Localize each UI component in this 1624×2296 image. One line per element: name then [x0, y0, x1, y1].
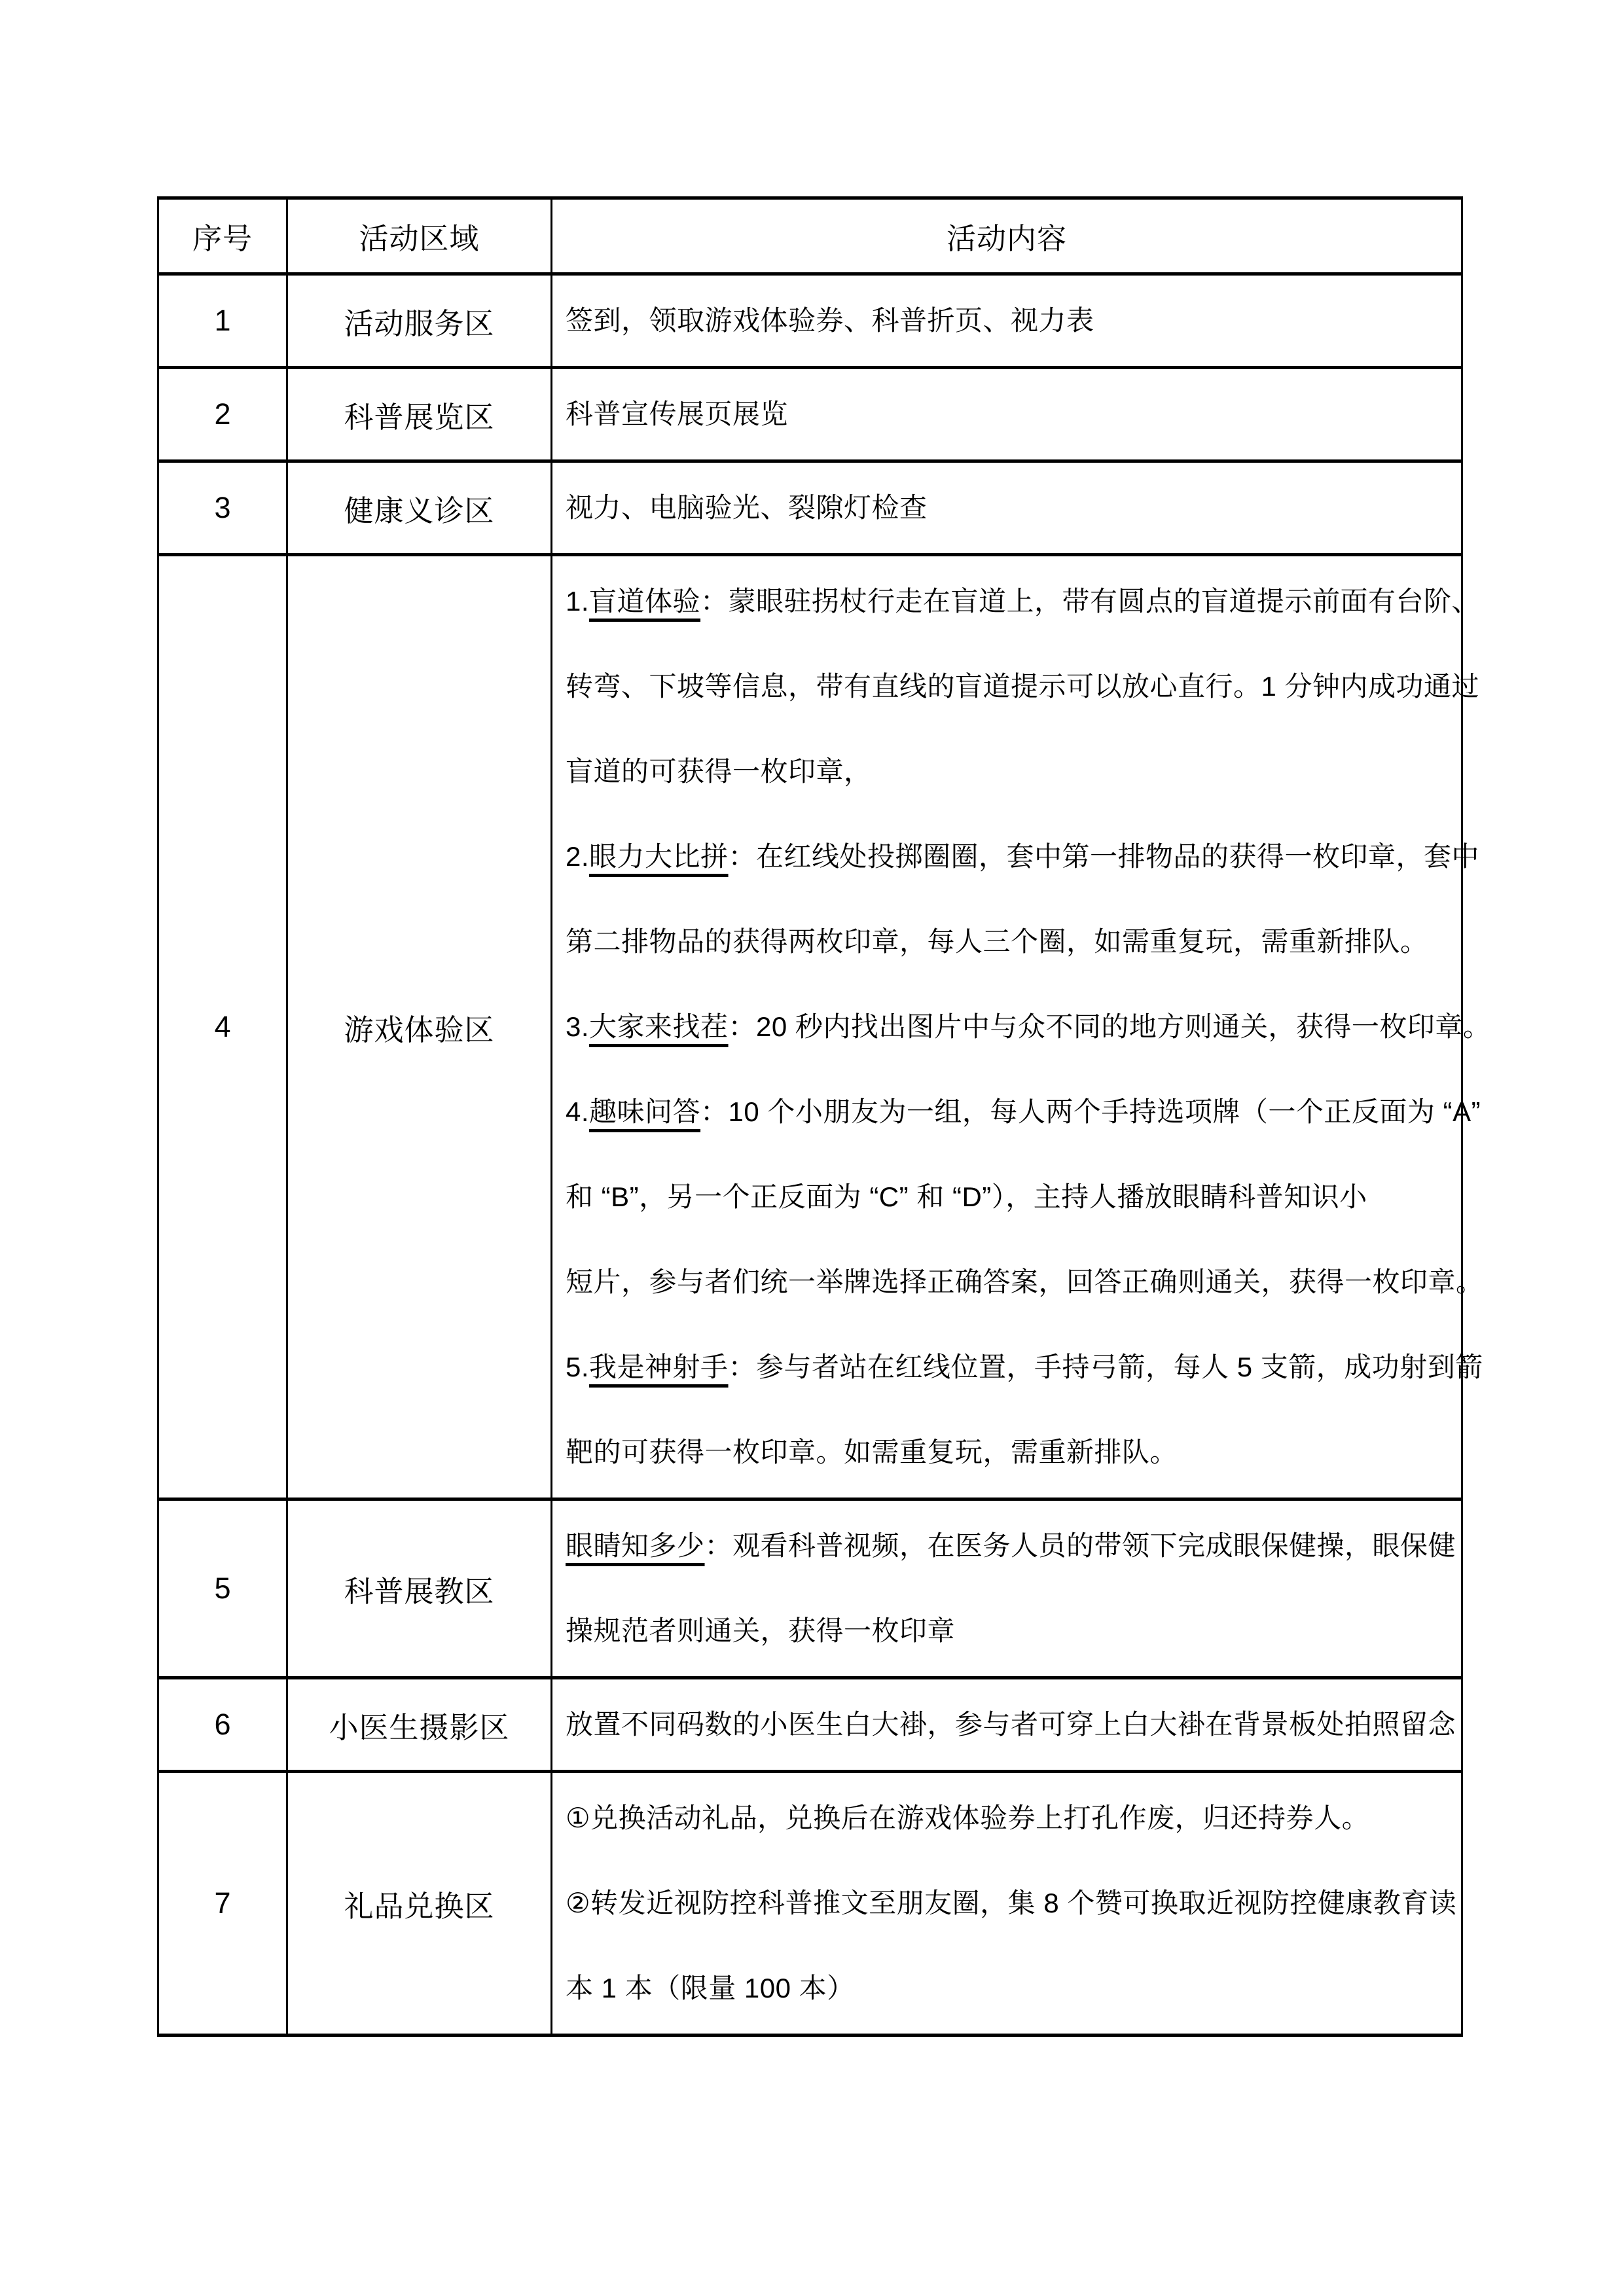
line-text: 3. [566, 1011, 590, 1042]
line-text: 4. [566, 1096, 590, 1127]
content-line [566, 899, 1448, 984]
row-number-cell: 6 [158, 1678, 287, 1772]
table-row [158, 368, 1462, 461]
line-text: ：参与者站在红线位置，手持弓箭，每人 5 支箭，成功射到箭 [728, 1352, 1483, 1382]
line-text: 科普宣传展页展览 [566, 399, 789, 429]
table-row [158, 461, 1462, 555]
line-text: 操规范者则通关，获得一枚印章 [566, 1615, 956, 1646]
header-cell-content: 活动内容 [552, 198, 1462, 274]
content-line [566, 644, 1480, 729]
content-cell [552, 368, 1462, 461]
table-body [158, 274, 1491, 2036]
content-line [566, 372, 1448, 457]
underlined-text: 我是神射手 [589, 1352, 729, 1382]
content-line [566, 1155, 1448, 1240]
content-line [566, 1588, 1448, 1674]
line-text: 签到，领取游戏体验券、科普折页、视力表 [566, 305, 1094, 336]
line-text: 1. [566, 586, 590, 617]
content-line [566, 1776, 1448, 1861]
activity-table [157, 196, 1491, 2037]
line-text: 短片，参与者们统一举牌选择正确答案，回答正确则通关，获得一枚印章。 [566, 1266, 1484, 1297]
content-line [566, 1946, 1448, 2031]
line-text: ：蒙眼驻拐杖行走在盲道上，带有圆点的盲道提示前面有台阶、 [700, 586, 1480, 617]
content-line [566, 984, 1491, 1069]
underlined-text: 盲道体验 [589, 586, 701, 617]
underlined-text: 眼力大比拼 [589, 841, 729, 872]
area-cell: 礼品兑换区 [287, 1772, 552, 2036]
content-line [566, 1503, 1456, 1588]
line-text: 第二排物品的获得两枚印章，每人三个圈，如需重复玩，需重新排队。 [566, 926, 1428, 957]
line-text: ：20 秒内找出图片中与众不同的地方则通关，获得一枚印章。 [728, 1011, 1491, 1042]
line-text: ②转发近视防控科普推文至朋友圈，集 8 个赞可换取近视防控健康教育读 [566, 1888, 1457, 1918]
line-text: 盲道的可获得一枚印章， [566, 756, 872, 787]
row-number-cell: 5 [158, 1499, 287, 1678]
header-cell-no: 序号 [158, 198, 287, 274]
content-line [566, 729, 1448, 814]
content-line [566, 814, 1480, 899]
table-row [158, 1678, 1462, 1772]
line-text: 放置不同码数的小医生白大褂，参与者可穿上白大褂在背景板处拍照留念 [566, 1709, 1456, 1740]
content-cell [552, 555, 1491, 1499]
line-text: 靶的可获得一枚印章。如需重复玩，需重新排队。 [566, 1437, 1178, 1467]
line-text: 视力、电脑验光、裂隙灯检查 [566, 492, 928, 523]
content-cell [552, 461, 1462, 555]
underlined-text: 趣味问答 [589, 1096, 701, 1127]
line-text: ①兑换活动礼品，兑换后在游戏体验券上打孔作废，归还持券人。 [566, 1803, 1370, 1833]
line-text: 2. [566, 841, 590, 872]
area-cell: 游戏体验区 [287, 555, 552, 1499]
content-cell [552, 1499, 1462, 1678]
row-number-cell: 3 [158, 461, 287, 555]
content-line [566, 1069, 1481, 1155]
line-text: 和 “B”，另一个正反面为 “C” 和 “D”），主持人播放眼睛科普知识小 [566, 1181, 1367, 1212]
area-cell: 健康义诊区 [287, 461, 552, 555]
area-cell: 科普展教区 [287, 1499, 552, 1678]
underlined-text: 眼睛知多少 [566, 1530, 705, 1561]
row-number-cell: 1 [158, 274, 287, 368]
line-text: ：观看科普视频，在医务人员的带领下完成眼保健操，眼保健 [704, 1530, 1456, 1561]
content-line [566, 278, 1448, 363]
table-row [158, 274, 1462, 368]
header-cell-area: 活动区域 [287, 198, 552, 274]
content-cell [552, 274, 1462, 368]
area-cell: 科普展览区 [287, 368, 552, 461]
area-cell: 活动服务区 [287, 274, 552, 368]
content-line [566, 1682, 1456, 1767]
table-row [158, 1499, 1462, 1678]
line-text: ：在红线处投掷圈圈，套中第一排物品的获得一枚印章，套中 [728, 841, 1480, 872]
line-text: ：10 个小朋友为一组，每人两个手持选项牌（一个正反面为 “A” [700, 1096, 1481, 1127]
table-row [158, 1772, 1462, 2036]
row-number-cell: 4 [158, 555, 287, 1499]
area-cell: 小医生摄影区 [287, 1678, 552, 1772]
header-row [158, 198, 1462, 274]
content-cell [552, 1772, 1462, 2036]
content-line [566, 1325, 1483, 1410]
content-line [566, 1240, 1484, 1325]
content-line [566, 465, 1448, 550]
line-text: 转弯、下坡等信息，带有直线的盲道提示可以放心直行。1 分钟内成功通过 [566, 671, 1480, 702]
content-line [566, 559, 1480, 644]
line-text: 5. [566, 1352, 590, 1382]
table-header [158, 198, 1462, 274]
content-line [566, 1861, 1457, 1946]
underlined-text: 大家来找茬 [589, 1011, 729, 1042]
line-text: 本 1 本（限量 100 本） [566, 1973, 855, 2003]
row-number-cell: 2 [158, 368, 287, 461]
content-cell [552, 1678, 1462, 1772]
table-row [158, 555, 1462, 1499]
content-line [566, 1410, 1448, 1495]
row-number-cell: 7 [158, 1772, 287, 2036]
